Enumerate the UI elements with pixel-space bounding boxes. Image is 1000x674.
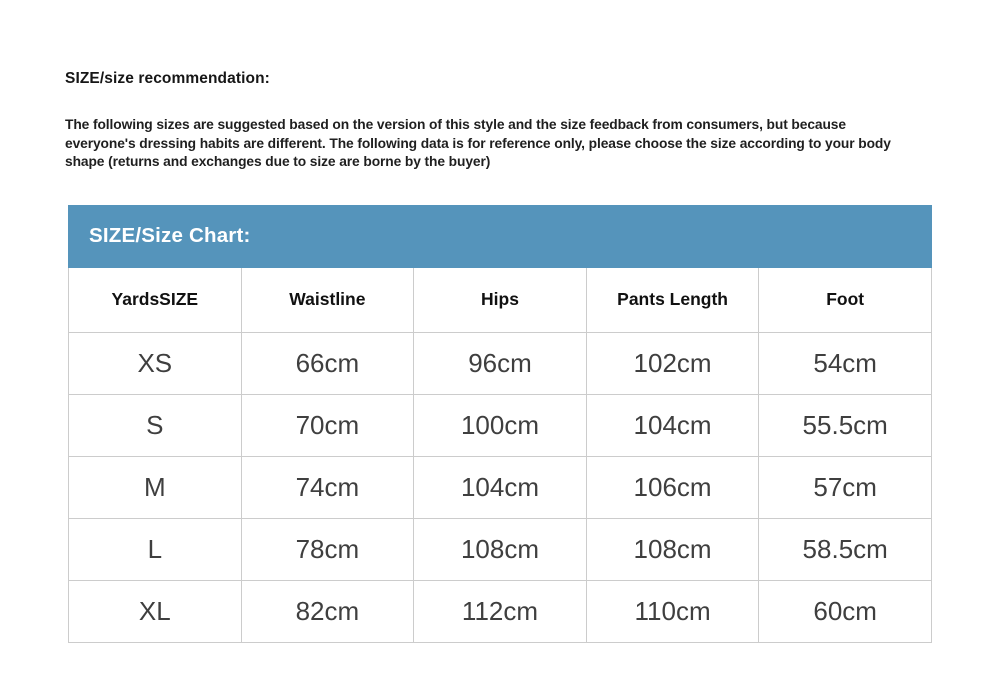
column-header-waistline: Waistline: [241, 268, 414, 333]
table-cell: M: [69, 456, 242, 518]
table-row: [69, 456, 932, 518]
table-cell: 106cm: [586, 456, 759, 518]
size-disclaimer-text: The following sizes are suggested based on the version of this style and the size feedback from consumers, but because everyone's dressing habits are different. The following data is for reference only, please choose the size according to your body shape (returns and exchanges due to size are borne by the buyer): [65, 117, 891, 170]
page-title: SIZE/size recommendation:: [65, 70, 270, 87]
table-cell: 112cm: [414, 580, 587, 642]
table-cell: S: [69, 394, 242, 456]
table-cell: 74cm: [241, 456, 414, 518]
column-header-foot: Foot: [759, 268, 932, 333]
table-cell: 104cm: [586, 394, 759, 456]
table-cell: 70cm: [241, 394, 414, 456]
table-cell: L: [69, 518, 242, 580]
size-chart-table: [68, 268, 932, 643]
column-header-pants-length: Pants Length: [586, 268, 759, 333]
table-row: [69, 332, 932, 394]
table-cell: 58.5cm: [759, 518, 932, 580]
table-cell: 55.5cm: [759, 394, 932, 456]
table-row: [69, 518, 932, 580]
table-row: [69, 394, 932, 456]
table-cell: 110cm: [586, 580, 759, 642]
table-cell: XS: [69, 332, 242, 394]
table-cell: 104cm: [414, 456, 587, 518]
column-header-size: YardsSIZE: [69, 268, 242, 333]
size-chart: [68, 205, 932, 643]
column-header-hips: Hips: [414, 268, 587, 333]
table-header-row: [69, 268, 932, 333]
table-cell: 100cm: [414, 394, 587, 456]
table-cell: 54cm: [759, 332, 932, 394]
table-cell: 57cm: [759, 456, 932, 518]
table-cell: 82cm: [241, 580, 414, 642]
size-chart-title-bar: [68, 205, 932, 268]
table-cell: XL: [69, 580, 242, 642]
table-cell: 96cm: [414, 332, 587, 394]
size-chart-title: SIZE/Size Chart:: [89, 224, 251, 248]
table-cell: 108cm: [586, 518, 759, 580]
table-cell: 60cm: [759, 580, 932, 642]
table-row: [69, 580, 932, 642]
table-cell: 108cm: [414, 518, 587, 580]
table-cell: 78cm: [241, 518, 414, 580]
table-cell: 66cm: [241, 332, 414, 394]
table-cell: 102cm: [586, 332, 759, 394]
